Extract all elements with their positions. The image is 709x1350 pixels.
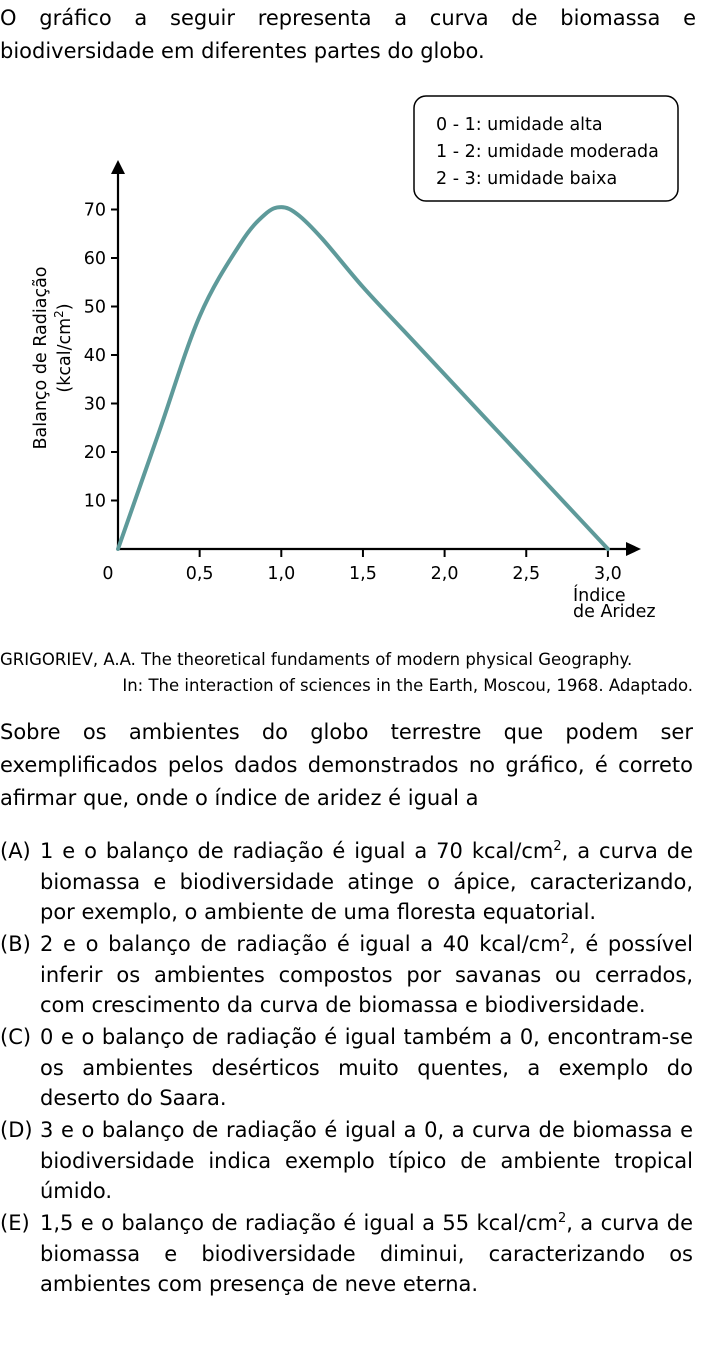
option-e[interactable] xyxy=(0,1208,693,1300)
x-tick-label: 1,0 xyxy=(267,564,296,584)
option-a[interactable] xyxy=(0,836,693,928)
answer-options xyxy=(0,836,693,1301)
y-axis-arrow xyxy=(111,160,125,174)
option-text: 1,5 e o balanço de radiação é igual a 55 kcal/$cm^2$, a curva de biomassa e biodiversidade diminui, caracterizando os ambientes com presença de neve eterna. xyxy=(40,1211,693,1296)
y-tick-label: 70 xyxy=(83,200,106,221)
chart-ticks xyxy=(84,201,622,585)
option-letter: (E) xyxy=(0,1211,30,1235)
x-tick-label: 0 xyxy=(102,564,114,584)
legend-entry: 2 - 3: umidade baixa xyxy=(436,169,618,189)
x-tick-label: 1,5 xyxy=(349,564,377,584)
legend-entry: 1 - 2: umidade moderada xyxy=(436,142,659,162)
y-axis-label-line1: Balanço de Radiação xyxy=(31,266,51,450)
option-letter: (C) xyxy=(0,1025,32,1049)
y-tick-label: 50 xyxy=(83,297,106,318)
y-axis-label-line2: $(kcal/cm^2)$ xyxy=(52,303,75,393)
chart xyxy=(0,88,709,648)
option-text: 2 e o balanço de radiação é igual a 40 kcal/$cm^2$, é possível inferir os ambientes compostos por savanas ou cerrados, com crescimento da curva de biomassa e biodiversidade. xyxy=(40,932,693,1017)
option-text: 0 e o balanço de radiação é igual também a 0, encontram-se os ambientes desérticos muito quentes, a exemplo do deserto do Saara. xyxy=(40,1025,693,1110)
option-b[interactable] xyxy=(0,929,693,1021)
y-tick-label: 20 xyxy=(83,443,106,463)
source-line-2: In: The interaction of sciences in the Earth, Moscou, 1968. Adaptado. xyxy=(122,676,693,695)
x-axis-label-line2: de Aridez xyxy=(573,602,656,622)
option-text: 1 e o balanço de radiação é igual a 70 kcal/$cm^2$, a curva de biomassa e biodiversidade atinge o ápice, caracterizando, por exemplo, o ambiente de uma floresta equatorial. xyxy=(40,839,693,924)
x-tick-label: 3,0 xyxy=(593,564,622,584)
y-tick-label: 60 xyxy=(83,249,106,269)
x-tick-label: 2,5 xyxy=(512,564,541,584)
chart-curve xyxy=(118,207,608,549)
intro-text: O gráfico a seguir representa a curva de biomassa e biodiversidade em diferentes partes do globo. xyxy=(0,6,696,63)
x-tick-label: 0,5 xyxy=(185,564,214,584)
y-tick-label: 10 xyxy=(83,491,106,512)
legend-entry: 0 - 1: umidade alta xyxy=(436,115,603,135)
series-line xyxy=(118,207,608,549)
source-line-1: GRIGORIEV, A.A. The theoretical fundaments of modern physical Geography. xyxy=(0,650,633,669)
option-letter: (D) xyxy=(0,1118,33,1142)
question-text: Sobre os ambientes do globo terrestre que podem ser exemplificados pelos dados demonstrados no gráfico, é correto afirmar que, onde o índice de aridez é igual a xyxy=(0,720,693,810)
x-axis-arrow xyxy=(626,542,641,556)
option-text: 3 e o balanço de radiação é igual a 0, a curva de biomassa e biodiversidade indica exemplo típico de ambiente tropical úmido. xyxy=(40,1118,693,1203)
x-tick-label: 2,0 xyxy=(430,564,459,584)
chart-legend xyxy=(414,96,678,201)
x-axis-label-line1: Índice xyxy=(573,586,626,606)
y-tick-label: 40 xyxy=(83,346,106,366)
option-letter: (B) xyxy=(0,932,31,956)
option-c[interactable] xyxy=(0,1022,693,1114)
y-tick-label: 30 xyxy=(83,394,106,415)
option-d[interactable] xyxy=(0,1115,693,1207)
source-citation xyxy=(0,647,693,699)
chart-axis-labels xyxy=(31,267,656,622)
option-letter: (A) xyxy=(0,839,31,863)
